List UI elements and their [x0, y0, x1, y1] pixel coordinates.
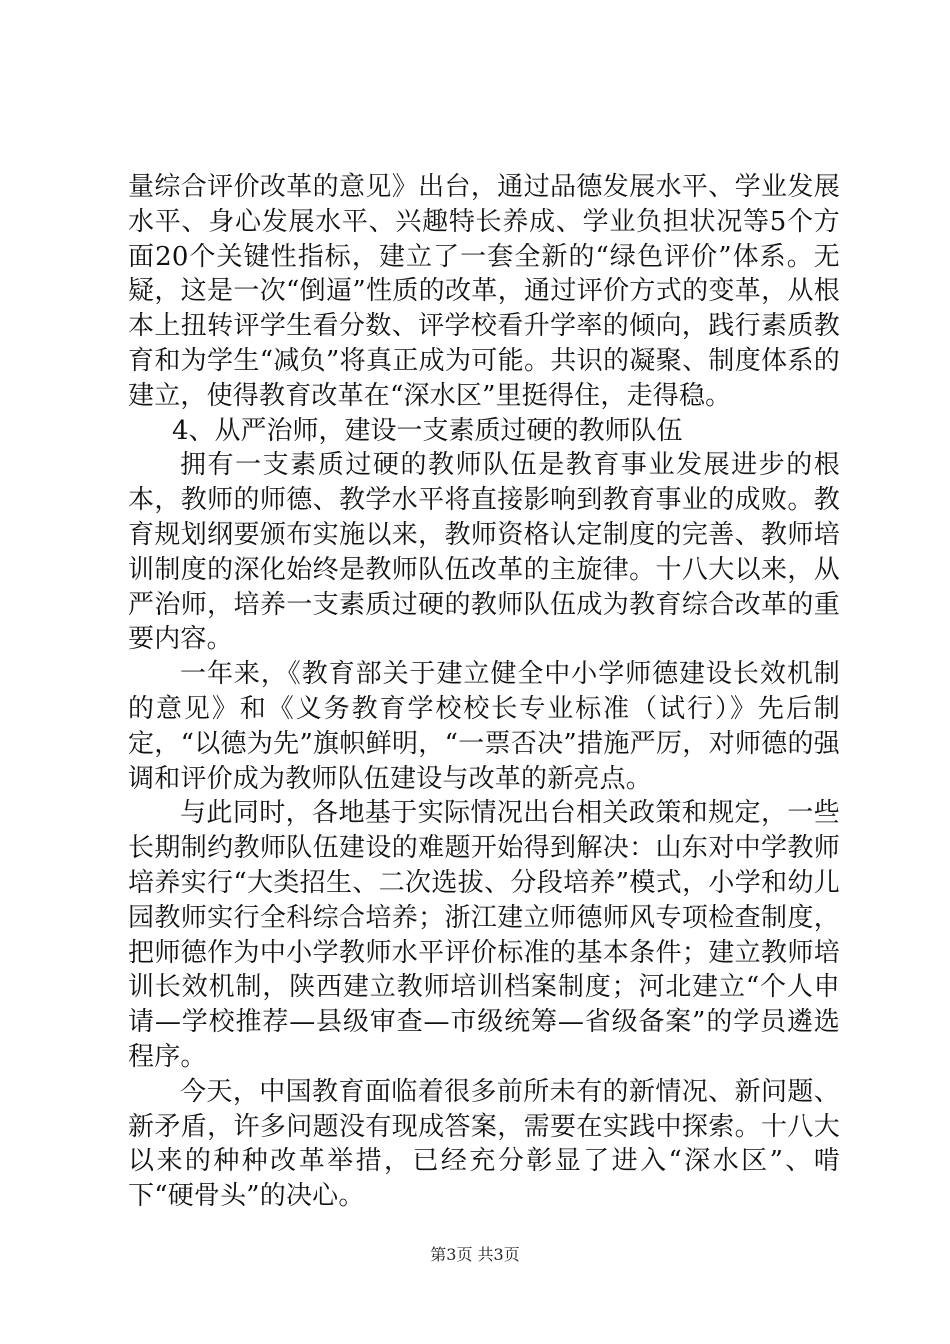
paragraph-continuation: 量综合评价改革的意见》出台，通过品德发展水平、学业发展水平、身心发展水平、兴趣特长养成、学业负担状况等5个方面20个关键性指标，建立了一套全新的“绿色评价”体系。无疑，这是一次“倒逼”性质的改革，通过评价方式的变革，从根本上扭转评学生看分数、评学校看升学率的倾向，践行素质教育和为学生“减负”将真正成为可能。共识的凝聚、制度体系的建立，使得教育改革在“深水区”里挺得住，走得稳。	[128, 172, 840, 411]
page-footer	[0, 1245, 950, 1265]
paragraph: 与此同时，各地基于实际情况出台相关政策和规定，一些长期制约教师队伍建设的难题开始得到解决：山东对中学教师培养实行“大类招生、二次选拔、分段培养”模式，小学和幼儿园教师实行全科综合培养；浙江建立师德师风专项检查制度，把师德作为中小学教师水平评价标准的基本条件；建立教师培训长效机制，陕西建立教师培训档案制度；河北建立“个人申请—学校推荐—县级审查—市级统筹—省级备案”的学员遴选程序。	[128, 798, 840, 1072]
section-heading: 4、从严治师，建设一支素质过硬的教师队伍	[172, 415, 683, 446]
paragraph: 今天，中国教育面临着很多前所未有的新情况、新问题、新矛盾，许多问题没有现成答案，需要在实践中探索。十八大以来的种种改革举措，已经充分彰显了进入“深水区”、啃下“硬骨头”的决心。	[128, 1076, 840, 1212]
document-body	[128, 170, 840, 1214]
paragraph: 一年来，《教育部关于建立健全中小学师德建设长效机制的意见》和《义务教育学校校长专业标准（试行）》先后制定，“以德为先”旗帜鲜明，“一票否决”措施严厉，对师德的强调和评价成为教师队伍建设与改革的新亮点。	[128, 659, 840, 794]
paragraph: 拥有一支素质过硬的教师队伍是教育事业发展进步的根本，教师的师德、教学水平将直接影响到教育事业的成败。教育规划纲要颁布实施以来，教师资格认定制度的完善、教师培训制度的深化始终是教师队伍改革的主旋律。十八大以来，从严治师，培养一支素质过硬的教师队伍成为教育综合改革的重要内容。	[128, 450, 840, 655]
page-number: 第3页 共3页	[430, 1245, 520, 1264]
